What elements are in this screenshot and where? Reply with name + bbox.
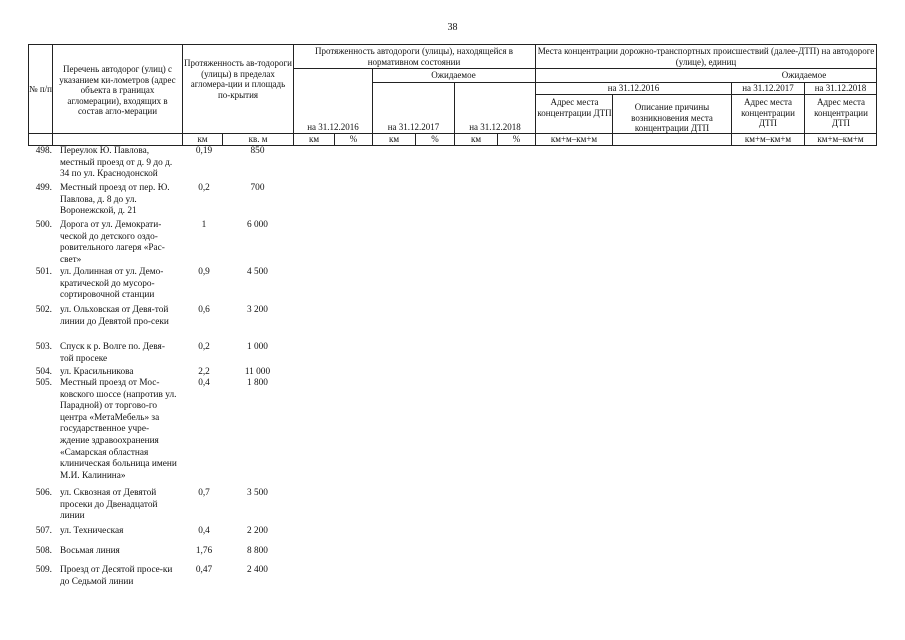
grid-line — [182, 44, 183, 145]
grid-line — [293, 68, 877, 69]
road-area-sqm: 3 200 — [247, 305, 268, 315]
road-length-km: 0,9 — [198, 267, 210, 277]
unit-percent: % — [512, 134, 521, 144]
road-length-km: 0,2 — [198, 342, 210, 352]
header-dtp-address-2016: Адрес места концентрации ДТП — [537, 97, 612, 118]
row-number: 503. — [35, 342, 52, 352]
road-name: ул. Сквозная от Девятой просеки до Двенадцатой линии — [60, 488, 158, 522]
grid-line — [28, 44, 29, 145]
road-length-km: 1,76 — [195, 546, 213, 556]
header-dtp-address-2018: Адрес места концентрации ДТП — [814, 97, 868, 128]
unit-km-range: км+м–км+м — [817, 134, 864, 144]
grid-line — [535, 94, 877, 95]
road-length-km: 0,2 — [198, 183, 210, 193]
header-dtp-date-2017: на 31.12.2017 — [742, 83, 794, 93]
header-number: № п/п — [29, 84, 52, 94]
header-dtp-date-2016: на 31.12.2016 — [607, 83, 660, 93]
row-number: 509. — [35, 565, 52, 575]
unit-km: км — [197, 134, 208, 144]
road-length-km: 2,2 — [198, 367, 210, 377]
road-area-sqm: 1 000 — [247, 342, 268, 352]
road-length-km: 1 — [201, 220, 207, 230]
road-name: ул. Ольховская от Девя-той линии до Девятой про-секи — [60, 305, 169, 327]
unit-sqm: кв. м — [248, 134, 268, 144]
row-number: 500. — [35, 220, 52, 230]
header-dtp-group: Места концентрации дорожно-транспортных происшествий (далее-ДТП) на автодороге (улице), единиц — [537, 46, 875, 67]
row-number: 506. — [35, 488, 52, 498]
header-length-area: Протяженность ав-тодороги (улицы) в пределах агломера-ции и площадь по-крытия — [184, 58, 292, 100]
row-number: 499. — [35, 183, 52, 193]
header-expected-dtp: Ожидаемое — [781, 70, 827, 80]
road-name: Местный проезд от Мос-ковского шоссе (напротив ул. Парадной) от торгово-го центра «МетаМебель» за государственное учре-ждение здравоохранения «Самарская областная клиническая больница имени М.И. Калинина» — [60, 378, 177, 481]
road-name: Спуск к р. Волге по. Девя-той просеке — [60, 342, 165, 364]
road-name: ул. Долинная от ул. Демо-кратической до мусоро-сортировочной станции — [60, 267, 164, 301]
row-number: 501. — [35, 267, 52, 277]
road-area-sqm: 2 200 — [247, 526, 268, 536]
road-name: Переулок Ю. Павлова, местный проезд от д. 9 до д. 34 по ул. Краснодонской — [60, 146, 173, 180]
unit-km-range: км+м–км+м — [744, 134, 792, 144]
grid-line — [876, 44, 877, 145]
row-number: 505. — [35, 378, 52, 388]
unit-km: км — [470, 134, 482, 144]
road-length-km: 0,4 — [198, 526, 210, 536]
road-length-km: 0,4 — [198, 378, 210, 388]
row-number: 504. — [35, 367, 52, 377]
unit-percent: % — [431, 134, 439, 144]
road-name: ул. Красильникова — [60, 367, 134, 377]
road-name: Дорога от ул. Демократи-ческой до детского оздо-ровительного лагеря «Рас-свет» — [60, 220, 165, 265]
page-number: 38 — [447, 22, 458, 33]
row-number: 508. — [35, 546, 52, 556]
road-length-km: 0,7 — [198, 488, 210, 498]
header-dtp-address-2017: Адрес места концентрации ДТП — [741, 97, 795, 128]
road-area-sqm: 700 — [250, 183, 265, 193]
row-number: 498. — [35, 146, 52, 156]
header-dtp-description: Описание причины возникновения места концентрации ДТП — [631, 102, 713, 133]
row-number: 507. — [35, 526, 52, 536]
header-date-2016: на 31.12.2016 — [307, 122, 359, 132]
unit-km: км — [388, 134, 400, 144]
road-length-km: 0,19 — [195, 146, 213, 156]
road-name: ул. Техническая — [60, 526, 124, 536]
road-area-sqm: 850 — [250, 146, 265, 156]
road-length-km: 0,47 — [195, 565, 213, 575]
header-date-2018: на 31.12.2018 — [469, 122, 521, 132]
road-name: Местный проезд от пер. Ю. Павлова, д. 8 до ул. Воронежской, д. 21 — [60, 183, 170, 217]
unit-km-range: км+м–км+м — [550, 134, 598, 144]
header-expected-normative: Ожидаемое — [431, 70, 476, 80]
road-length-km: 0,6 — [198, 305, 210, 315]
unit-km: км — [308, 134, 320, 144]
grid-line — [612, 94, 613, 145]
road-name: Восьмая линия — [60, 546, 120, 556]
grid-line — [28, 44, 877, 45]
header-road-list: Перечень автодорог (улиц) с указанием ки-лометров (адрес объекта в границах агломерации), входящих в состав агло-мерации — [59, 64, 176, 116]
road-area-sqm: 11 000 — [244, 367, 271, 377]
road-area-sqm: 4 500 — [247, 267, 268, 277]
road-area-sqm: 1 800 — [247, 378, 268, 388]
header-dtp-date-2018: на 31.12.2018 — [814, 83, 867, 93]
road-area-sqm: 8 800 — [247, 546, 268, 556]
grid-line — [52, 44, 53, 145]
header-date-2017: на 31.12.2017 — [387, 122, 440, 132]
road-area-sqm: 2 400 — [247, 565, 268, 575]
header-normative-group: Протяженность автодороги (улицы), находящейся в нормативном состоянии — [314, 46, 514, 67]
road-area-sqm: 6 000 — [247, 220, 268, 230]
road-name: Проезд от Десятой просе-ки до Седьмой линии — [60, 565, 173, 587]
unit-percent: % — [349, 134, 358, 144]
road-area-sqm: 3 500 — [247, 488, 268, 498]
row-number: 502. — [35, 305, 52, 315]
